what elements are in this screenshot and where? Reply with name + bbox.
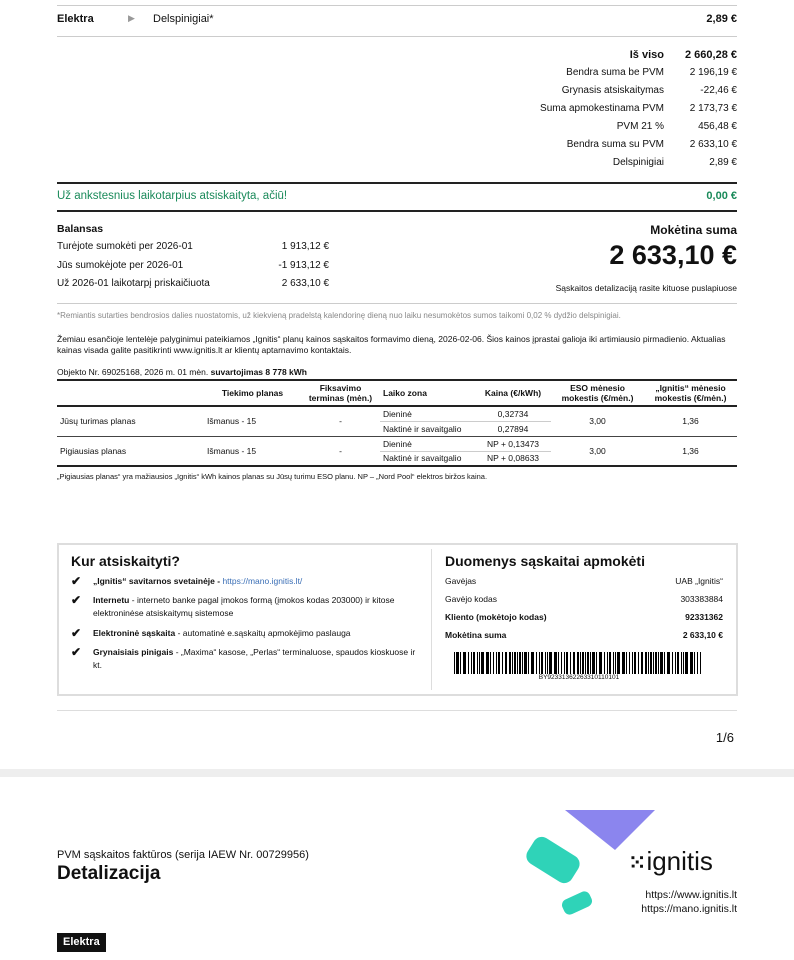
table-cell-zone: Dieninė xyxy=(380,406,475,421)
barcode xyxy=(454,652,704,674)
checkmark-icon: ✔ xyxy=(71,645,82,659)
divider xyxy=(57,182,737,184)
object-info xyxy=(57,367,307,377)
page-break xyxy=(0,769,794,777)
payment-data-value: 2 633,10 € xyxy=(682,630,723,640)
summary-row-label: PVM 21 % xyxy=(616,121,664,132)
summary-row-label: Bendra suma be PVM xyxy=(566,67,664,78)
summary-row xyxy=(420,157,737,175)
pay-option-text: - automatinė e.sąskaitų apmokėjimo paslauga xyxy=(177,628,351,638)
late-fee-label: Delspinigiai* xyxy=(153,13,214,25)
divider xyxy=(57,710,737,711)
payment-data-value: 303383884 xyxy=(680,594,723,604)
previous-paid-label: Už ankstesnius laikotarpius atsiskaityta, ačiū! xyxy=(57,190,288,202)
payment-info-box xyxy=(57,543,738,696)
table-cell-zone: Naktinė ir savaitgalio xyxy=(383,423,462,434)
summary-row-value: 456,48 € xyxy=(698,121,737,132)
object-number: Objekto Nr. 69025168, 2026 m. 01 mėn. xyxy=(57,367,209,377)
summary-row xyxy=(420,139,737,157)
balance-row-label: Už 2026-01 laikotarpį priskaičiuota xyxy=(57,278,210,289)
payment-data-value: 92331362 xyxy=(685,612,723,622)
pay-option-title: Internetu xyxy=(93,595,130,605)
payment-data-row xyxy=(445,594,723,604)
summary-row-value: -22,46 € xyxy=(700,85,737,96)
summary-row xyxy=(420,85,737,103)
summary-total-label: Iš viso xyxy=(629,49,664,61)
page-number: 1/6 xyxy=(715,730,734,745)
table-cell-zone: Naktinė ir savaitgalio xyxy=(383,453,462,464)
summary-row-value: 2,89 € xyxy=(709,157,737,168)
pay-option-title: Elektroninė sąskaita xyxy=(93,628,176,638)
pay-option-text: - „Maxima“ kasose, „Perlas“ terminaluose, spaudos kioskuose ir kt. xyxy=(93,647,416,670)
table-cell-price: 0,32734 xyxy=(475,406,551,421)
pay-option-title: „Ignitis“ savitarnos svetainėje - xyxy=(93,576,221,586)
table-cell-plan: Išmanus - 15 xyxy=(207,445,257,456)
table-cell-term: - xyxy=(339,416,342,427)
pay-option-einvoice xyxy=(93,627,423,640)
summary-row xyxy=(420,103,737,121)
payment-data-label: Mokėtina suma xyxy=(445,630,507,640)
late-fee-value: 2,89 € xyxy=(706,13,737,25)
table-cell-ignitis-fee: 1,36 xyxy=(682,416,699,427)
table-row xyxy=(57,436,737,451)
payment-data-row xyxy=(445,576,723,586)
table-cell-plan-name: Jūsų turimas planas xyxy=(60,416,136,427)
selfservice-link[interactable]: https://mano.ignitis.lt/ xyxy=(222,576,303,586)
divider xyxy=(57,36,737,37)
table-row xyxy=(57,406,737,421)
summary-row-label: Bendra suma su PVM xyxy=(566,139,664,150)
table-header: ESO mėnesio mokestis (€/mėn.) xyxy=(551,380,644,406)
summary-row-value: 2 173,73 € xyxy=(689,103,737,114)
balance-title: Balansas xyxy=(57,223,104,235)
ignitis-logo-icon: ⁙ xyxy=(628,850,647,875)
chevron-right-icon: ▶ xyxy=(128,13,135,23)
table-cell-plan-name: Pigiausias planas xyxy=(60,445,127,456)
pay-option-internet xyxy=(93,594,423,620)
selfservice-website-link[interactable]: https://mano.ignitis.lt xyxy=(641,903,737,915)
table-cell-price: 0,27894 xyxy=(497,423,529,434)
balance-row xyxy=(57,241,329,252)
invoice-series: PVM sąskaitos faktūros (serija IAEW Nr. 00729956) xyxy=(57,849,309,861)
table-cell-zone: Dieninė xyxy=(380,436,475,451)
table-cell-term: - xyxy=(339,445,342,456)
payment-data-label: Kliento (mokėtojo kodas) xyxy=(445,612,547,622)
summary-row-value: 2 633,10 € xyxy=(689,139,737,150)
table-header: Kaina (€/kWh) xyxy=(475,380,551,406)
payment-data-value: UAB „Ignitis“ xyxy=(675,576,723,586)
payable-note: Sąskaitos detalizaciją rasite kituose puslapiuose xyxy=(555,283,737,293)
balance-row-label: Turėjote sumokėti per 2026-01 xyxy=(57,241,193,252)
section-tag: Elektra xyxy=(57,933,106,952)
divider xyxy=(57,210,737,212)
payment-data-label: Gavėjo kodas xyxy=(445,594,497,604)
barcode-text: BY92331362263310110101 xyxy=(538,674,620,681)
comparison-intro: Žemiau esančioje lentelėje palyginimui pateikiamos „Ignitis“ planų kainos sąskaitos formavimo dieną, 2026-02-06. Šios kainos įprastai galioja iki artimiausio pirmadienio. Aktualias kainas visada galite pasitikrinti www.ignitis.lt ar klientų aptarnavimo kontaktais. xyxy=(57,334,726,355)
plan-comparison-table xyxy=(57,379,737,467)
ignitis-logo xyxy=(628,846,713,877)
checkmark-icon: ✔ xyxy=(71,626,82,640)
table-cell-ignitis-fee: 1,36 xyxy=(682,445,699,456)
table-header: Tiekimo planas xyxy=(204,380,301,406)
top-row-label: Elektra xyxy=(57,13,94,25)
balance-row-value: -1 913,12 € xyxy=(278,260,329,271)
payable-amount: 2 633,10 € xyxy=(609,240,737,270)
table-note: „Pigiausias planas“ yra mažiausios „Ignitis“ kWh kainos planas su Jūsų turimu ESO planu. NP – „Nord Pool“ elektros biržos kaina. xyxy=(57,472,488,481)
table-cell-eso-fee: 3,00 xyxy=(589,445,606,456)
payment-data-row xyxy=(445,612,723,622)
box-divider xyxy=(431,549,432,690)
summary-total-row xyxy=(420,49,737,67)
balance-row-label: Jūs sumokėjote per 2026-01 xyxy=(57,260,184,271)
ignitis-logo-text: ignitis xyxy=(646,846,713,876)
table-header: Fiksavimo terminas (mėn.) xyxy=(301,380,380,406)
pay-option-selfservice xyxy=(93,575,423,588)
summary-row-label: Delspinigiai xyxy=(612,157,664,168)
payment-data-label: Gavėjas xyxy=(445,576,477,586)
checkmark-icon: ✔ xyxy=(71,574,82,588)
page-title: Detalizacija xyxy=(57,863,161,884)
pay-option-title: Grynaisiais pinigais xyxy=(93,647,174,657)
website-link[interactable]: https://www.ignitis.lt xyxy=(645,889,737,901)
where-to-pay-title: Kur atsiskaityti? xyxy=(71,553,180,569)
checkmark-icon: ✔ xyxy=(71,593,82,607)
summary-row-value: 2 196,19 € xyxy=(689,67,737,78)
payment-data-title: Duomenys sąskaitai apmokėti xyxy=(445,553,645,569)
table-header xyxy=(57,380,204,406)
pay-option-text: - interneto banke pagal įmokos formą (įmokos kodas 203000) ir kitose elektroninėse atsiskaitymų sistemose xyxy=(93,595,395,618)
object-consumption: suvartojimas 8 778 kWh xyxy=(210,367,307,377)
summary-total-value: 2 660,28 € xyxy=(685,49,737,61)
table-cell-plan: Išmanus - 15 xyxy=(207,416,257,427)
late-fee-footnote: *Remiantis sutarties bendrosios dalies nuostatomis, už kiekvieną pradelstą kalendorinę dieną nuo laiku nesumokėtos sumos taikomi 0,02 % dydžio delspinigiai. xyxy=(57,311,621,320)
summary-row xyxy=(420,121,737,139)
payment-data-row xyxy=(445,630,723,640)
divider xyxy=(57,303,737,304)
pay-option-cash xyxy=(93,646,423,672)
balance-row-value: 2 633,10 € xyxy=(281,278,329,289)
table-cell-eso-fee: 3,00 xyxy=(589,416,606,427)
table-header: Laiko zona xyxy=(380,380,475,406)
balance-row xyxy=(57,260,329,271)
top-divider xyxy=(57,5,737,6)
table-cell-price: NP + 0,08633 xyxy=(486,453,540,464)
table-header: „Ignitis“ mėnesio mokestis (€/mėn.) xyxy=(644,380,737,406)
summary-row xyxy=(420,67,737,85)
payable-title: Mokėtina suma xyxy=(650,223,737,237)
balance-row-value: 1 913,12 € xyxy=(281,241,329,252)
summary-row-label: Grynasis atsiskaitymas xyxy=(561,85,664,96)
balance-row xyxy=(57,278,329,289)
previous-paid-value: 0,00 € xyxy=(706,190,737,202)
table-cell-price: NP + 0,13473 xyxy=(475,436,551,451)
summary-row-label: Suma apmokestinama PVM xyxy=(540,103,664,114)
